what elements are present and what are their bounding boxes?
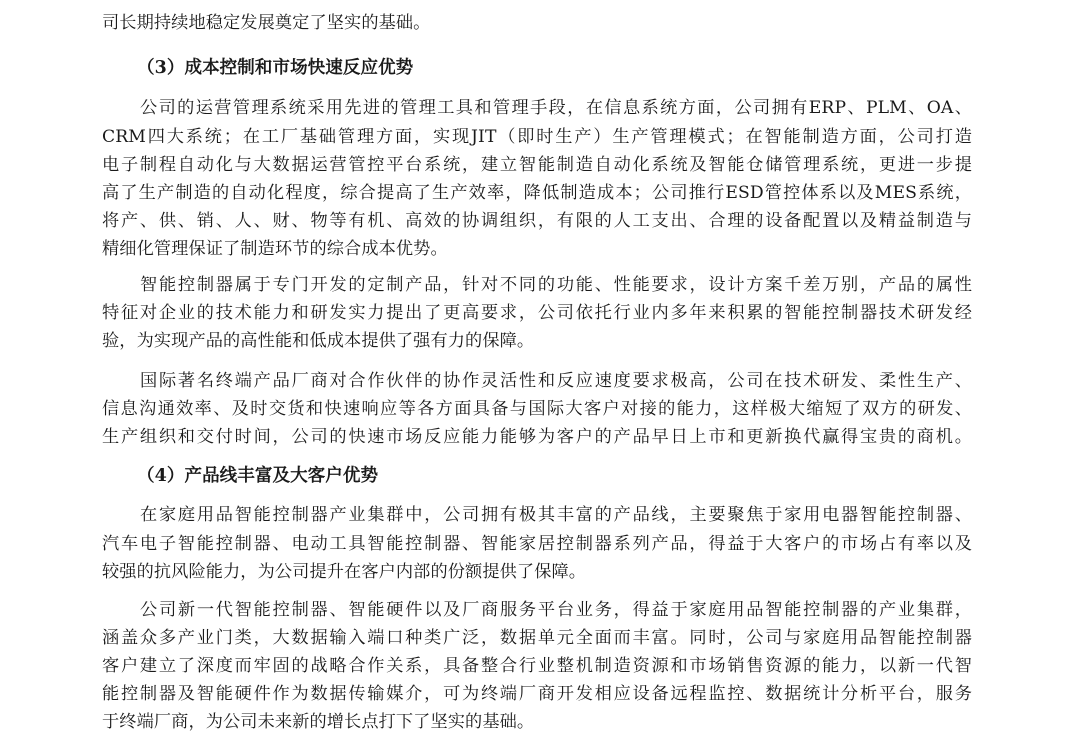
section-3-heading: （3）成本控制和市场快速反应优势: [137, 58, 414, 78]
paragraph-line: 将产、供、销、人、财、物等有机、高效的协调组织，有限的人工支出、合理的设备配置以及精益制造与: [102, 211, 972, 231]
paragraph-line: 汽车电子智能控制器、电动工具智能控制器、智能家居控制器系列产品，得益于大客户的市场占有率以及: [102, 534, 972, 554]
intro-tail-line: 司长期持续地稳定发展奠定了坚实的基础。: [102, 13, 431, 33]
paragraph-line: 特征对企业的技术能力和研发实力提出了更高要求，公司依托行业内多年来积累的智能控制器技术研发经: [102, 303, 972, 323]
paragraph-line: 客户建立了深度而牢固的战略合作关系，具备整合行业整机制造资源和市场销售资源的能力，以新一代智: [102, 656, 972, 676]
paragraph-line: 高了生产制造的自动化程度，综合提高了生产效率，降低制造成本；公司推行ESD管控体系以及MES系统，: [102, 183, 972, 203]
paragraph-line: 能控制器及智能硬件作为数据传输媒介，可为终端厂商开发相应设备远程监控、数据统计分析平台，服务: [102, 684, 972, 704]
paragraph-line: 涵盖众多产业门类，大数据输入端口种类广泛，数据单元全面而丰富。同时，公司与家庭用品智能控制器: [102, 628, 972, 648]
paragraph-line: 智能控制器属于专门开发的定制产品，针对不同的功能、性能要求，设计方案千差万别，产品的属性: [140, 275, 972, 295]
paragraph-line: 在家庭用品智能控制器产业集群中，公司拥有极其丰富的产品线，主要聚焦于家用电器智能控制器、: [140, 505, 972, 525]
paragraph-line: 国际著名终端产品厂商对合作伙伴的协作灵活性和反应速度要求极高，公司在技术研发、柔性生产、: [140, 371, 972, 391]
paragraph-line: 公司新一代智能控制器、智能硬件以及厂商服务平台业务，得益于家庭用品智能控制器的产业集群，: [140, 600, 972, 620]
paragraph-line: CRM四大系统；在工厂基础管理方面，实现JIT（即时生产）生产管理模式；在智能制造方面，公司打造: [102, 127, 972, 147]
paragraph-line: 于终端厂商，为公司未来新的增长点打下了坚实的基础。: [102, 712, 535, 732]
paragraph-line: 电子制程自动化与大数据运营管控平台系统，建立智能制造自动化系统及智能仓储管理系统，更进一步提: [102, 155, 972, 175]
paragraph-line: 精细化管理保证了制造环节的综合成本优势。: [102, 239, 448, 259]
paragraph-line: 生产组织和交付时间，公司的快速市场反应能力能够为客户的产品早日上市和更新换代赢得宝贵的商机。: [102, 427, 972, 447]
paragraph-line: 信息沟通效率、及时交货和快速响应等各方面具备与国际大客户对接的能力，这样极大缩短了双方的研发、: [102, 399, 972, 419]
paragraph-line: 验，为实现产品的高性能和低成本提供了强有力的保障。: [102, 331, 535, 351]
paragraph-line: 较强的抗风险能力，为公司提升在客户内部的份额提供了保障。: [102, 562, 587, 582]
section-4-heading: （4）产品线丰富及大客户优势: [137, 466, 379, 486]
paragraph-line: 公司的运营管理系统采用先进的管理工具和管理手段，在信息系统方面，公司拥有ERP、PLM、OA、: [140, 98, 972, 118]
